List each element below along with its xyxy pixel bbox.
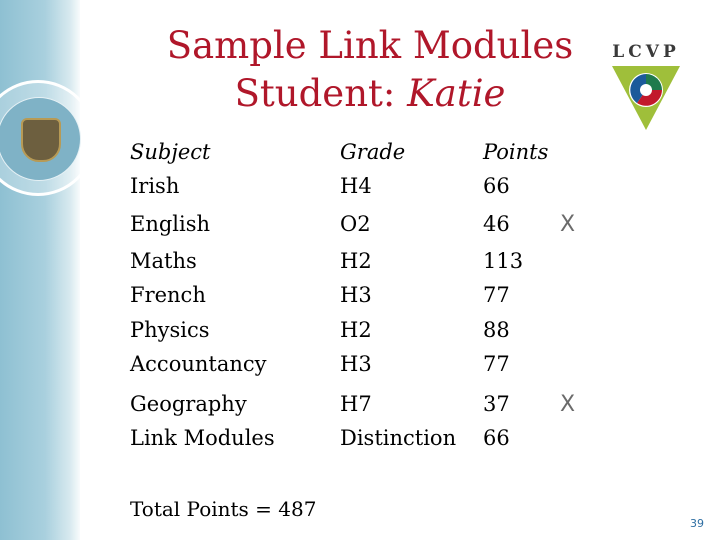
row-flag: X xyxy=(560,392,576,417)
row-points: 46 xyxy=(483,212,510,236)
table-row xyxy=(130,283,630,313)
row-subject: Geography xyxy=(130,392,247,416)
crest-inner-circle xyxy=(0,97,81,181)
row-flag: X xyxy=(560,212,576,237)
row-subject: Link Modules xyxy=(130,426,275,450)
header-grade: Grade xyxy=(340,140,406,164)
table-row xyxy=(130,174,630,204)
row-subject: English xyxy=(130,212,211,236)
table-header-row xyxy=(130,140,630,170)
row-grade: H7 xyxy=(340,392,372,416)
row-points: 113 xyxy=(483,249,524,273)
table-row xyxy=(130,426,630,456)
slide-title xyxy=(140,22,600,118)
row-subject: Irish xyxy=(130,174,180,198)
header-subject: Subject xyxy=(130,140,211,164)
row-grade: H4 xyxy=(340,174,372,198)
header-points: Points xyxy=(483,140,549,164)
row-grade: H2 xyxy=(340,318,372,342)
row-points: 66 xyxy=(483,174,510,198)
row-points: 66 xyxy=(483,426,510,450)
total-points: Total Points = 487 xyxy=(130,497,317,521)
row-grade: H3 xyxy=(340,283,372,307)
row-grade: O2 xyxy=(340,212,371,236)
table-row xyxy=(130,212,630,242)
table-row xyxy=(130,352,630,382)
row-subject: Accountancy xyxy=(130,352,267,376)
table-row xyxy=(130,392,630,422)
title-line-2 xyxy=(140,70,600,118)
lcvp-logo-text: LCVP xyxy=(612,42,680,62)
row-points: 88 xyxy=(483,318,510,342)
crest-shield-icon xyxy=(21,118,61,162)
row-points: 77 xyxy=(483,352,510,376)
row-subject: French xyxy=(130,283,206,307)
lcvp-logo-triangle-icon xyxy=(610,64,682,132)
title-student-prefix: Student: xyxy=(234,72,408,115)
row-grade: H2 xyxy=(340,249,372,273)
row-subject: Maths xyxy=(130,249,197,273)
row-points: 37 xyxy=(483,392,510,416)
table-row xyxy=(130,318,630,348)
row-grade: Distinction xyxy=(340,426,457,450)
row-points: 77 xyxy=(483,283,510,307)
title-student-name: Katie xyxy=(407,72,506,115)
row-subject: Physics xyxy=(130,318,210,342)
page-number: 39 xyxy=(690,517,704,530)
side-divider-line xyxy=(80,0,82,540)
title-line-1: Sample Link Modules xyxy=(166,24,574,67)
lcvp-logo xyxy=(606,42,686,132)
row-grade: H3 xyxy=(340,352,372,376)
table-row xyxy=(130,249,630,279)
